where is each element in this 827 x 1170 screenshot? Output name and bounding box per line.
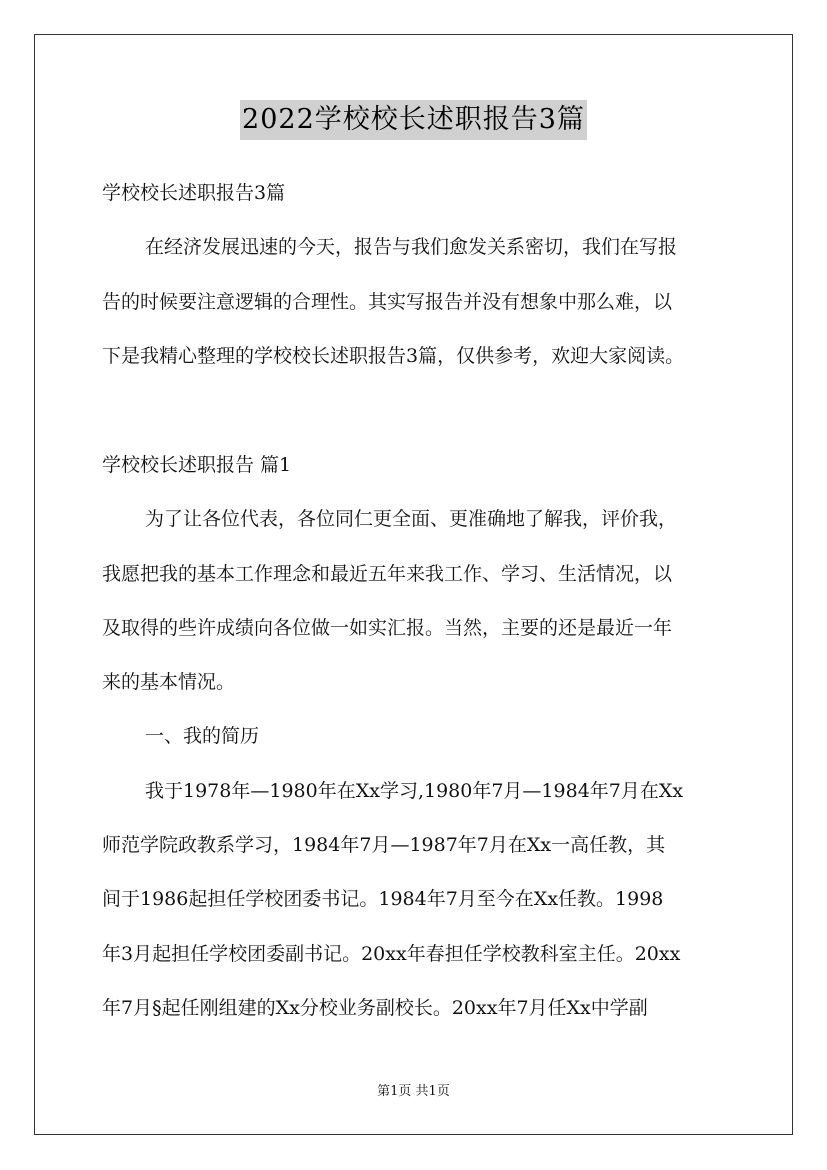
document-title: 2022学校校长述职报告3篇 xyxy=(240,100,587,140)
paragraph-line: 间于1986起担任学校团委书记。1984年7月至今在Xx任教。1998 xyxy=(102,888,664,910)
paragraph-line: 年7月§起任刚组建的Xx分校业务副校长。20xx年7月任Xx中学副 xyxy=(102,997,648,1019)
paragraph-line: 下是我精心整理的学校校长述职报告3篇，仅供参考，欢迎大家阅读。 xyxy=(102,345,685,367)
paragraph-line: 我愿把我的基本工作理念和最近五年来我工作、学习、生活情况，以 xyxy=(102,563,673,585)
title-container xyxy=(0,100,827,140)
paragraph-line: 为了让各位代表，各位同仁更全面、更准确地了解我，评价我， xyxy=(145,508,678,530)
paragraph-line: 师范学院政教系学习，1984年7月—1987年7月在Xx一高任教，其 xyxy=(102,834,666,856)
paragraph-line: 在经济发展迅速的今天，报告与我们愈发关系密切，我们在写报 xyxy=(145,236,678,258)
subsection-heading: 一、我的简历 xyxy=(145,725,260,747)
paragraph-line: 告的时候要注意逻辑的合理性。其实写报告并没有想象中那么难，以 xyxy=(102,291,673,313)
subtitle-line: 学校校长述职报告3篇 xyxy=(102,182,286,204)
section-heading: 学校校长述职报告 篇1 xyxy=(102,454,292,476)
paragraph-line: 我于1978年—1980年在Xx学习,1980年7月—1984年7月在Xx xyxy=(145,780,684,802)
paragraph-line: 及取得的些许成绩向各位做一如实汇报。当然，主要的还是最近一年 xyxy=(102,617,673,639)
page-footer: 第1页 共1页 xyxy=(377,1084,450,1099)
paragraph-line: 年3月起担任学校团委副书记。20xx年春担任学校教科室主任。20xx xyxy=(102,943,681,965)
paragraph-line: 来的基本情况。 xyxy=(102,671,236,693)
